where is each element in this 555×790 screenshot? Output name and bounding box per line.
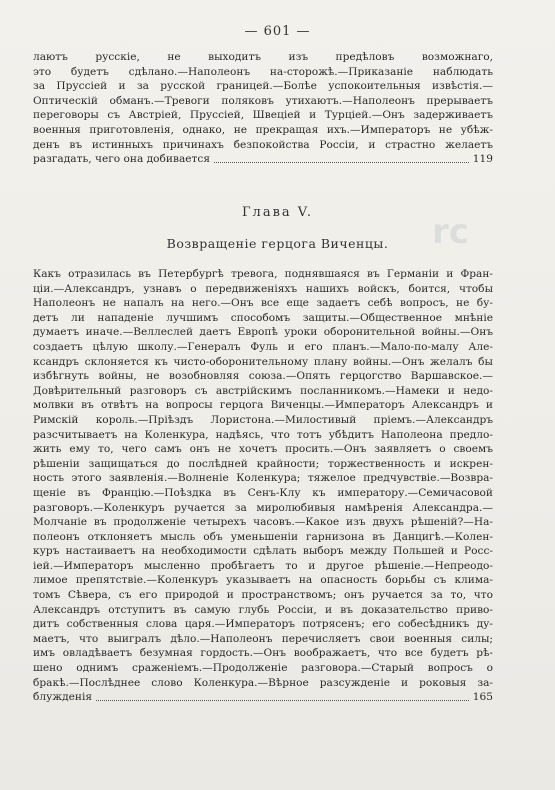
text-line: бракѣ.—Послѣднее слово Коленкура.—Вѣрное разсужденіе и роковыя за- <box>33 676 493 689</box>
text-line: ціи.—Александръ, узнавъ о передвиженіяхъ нашихъ войскъ, боится, чтобы <box>33 282 493 295</box>
text-line: военныя приготовленія, однако, не прекращая ихъ.—Императоръ не убѣж- <box>33 123 493 136</box>
dot-leader <box>96 690 469 701</box>
summary-block-previous-chapter <box>33 50 493 167</box>
dot-leader <box>214 152 469 163</box>
text-line: создаетъ цѣлую школу.—Генералъ Фуль и его планъ.—Мало-по-малу Але- <box>33 340 493 353</box>
text-line: полеонъ отклоняетъ мысль объ уменьшеніи гарнизона въ Данцигѣ.—Колен- <box>33 530 493 543</box>
text-line: разговоръ.—Коленкуръ ручается за миролюбивыя намѣренія Александра.— <box>33 501 493 514</box>
text-line: детъ ли нападеніе лучшимъ способомъ защиты.—Общественное мнѣніе <box>33 311 493 324</box>
text-line: имъ овладѣваетъ безумная гордость.—Онъ воображаетъ, что все будетъ рѣ- <box>33 647 493 660</box>
text-line: Оптическій обманъ.—Тревоги поляковъ утихаютъ.—Наполеонъ прерываетъ <box>33 94 493 107</box>
text-line: дитъ собственныя слова царя.—Императоръ потрясенъ; его собесѣдникъ ду- <box>33 618 493 631</box>
summary-block-chapter <box>33 267 493 705</box>
text-line: переговоры съ Австріей, Пруссіей, Швеціей и Турціей.—Онъ задерживаетъ <box>33 109 493 122</box>
text-line: Наполеонъ не напалъ на него.—Онъ все еще задаетъ себѣ вопросъ, не бу- <box>33 297 493 310</box>
text-line: Римскій король.—Пріѣздъ Лористона.—Милостивый пріемъ.—Александръ <box>33 413 493 426</box>
text-line: Александръ отступитъ въ самую глубь Россіи, и въ доказательство приво- <box>33 603 493 616</box>
page-number: — 601 — <box>244 24 311 39</box>
page-reference-number: 165 <box>472 691 493 704</box>
svg-text:rc: rc <box>432 212 469 252</box>
page-reference-number: 119 <box>472 153 493 166</box>
chapter-title: Возвращеніе герцога Виченцы. <box>166 236 389 251</box>
watermark-logo <box>430 205 490 255</box>
text-line: щеніе въ Францію.—Поѣздка въ Сенъ-Клу къ императору.—Семичасовой <box>33 486 493 499</box>
text-line: денъ въ истинныхъ причинахъ безпокойства Россіи, и страстно желаетъ <box>33 138 493 151</box>
text-line: молвки въ отвѣтъ на вопросы герцога Виченцы.—Императоръ Александръ и <box>33 399 493 412</box>
text-line: разсчитываетъ на Коленкура, надѣясь, что тотъ убѣдитъ Наполеона предло- <box>33 428 493 441</box>
text-line: Какъ отразилась въ Петербургѣ тревога, поднявшаяся въ Германіи и Фран- <box>33 268 493 280</box>
text-line: Молчаніе въ продолженіе четырехъ часовъ.—Какое изъ двухъ рѣшеній?—На- <box>33 516 493 529</box>
text-line: іей.—Императоръ мысленно пробѣгаетъ то и другое рѣшеніе.—Непреодо- <box>33 559 493 572</box>
text-line: куръ настаиваетъ на необходимости сдѣлать выборъ между Польшей и Росс- <box>33 545 493 558</box>
text-line-with-page-ref <box>33 690 493 705</box>
text-line: рѣшеніи защищаться до послѣдней крайности; торжественность и искрен- <box>33 457 493 470</box>
text-line: Довѣрительный разговоръ съ австрійскимъ посланникомъ.—Намеки и недо- <box>33 384 493 397</box>
text-line: за Пруссіей и за русской границей.—Болѣе успокоительныя извѣстія.— <box>33 80 493 93</box>
text-line-end: блужденія <box>33 691 93 704</box>
text-line: лаютъ русскіе, не выходитъ изъ предѣловъ возможнаго, <box>33 51 493 63</box>
text-line: шено однимъ сраженіемъ.—Продолженіе разговора.—Старый вопросъ о <box>33 662 493 675</box>
text-line: маетъ, что выигралъ дѣло.—Наполеонъ перечисляетъ свои военныя силы; <box>33 632 493 645</box>
text-line: это будетъ сдѣлано.—Наполеонъ на-сторожѣ.—Приказаніе наблюдать <box>33 65 493 78</box>
text-line: ксандръ склоняется къ чисто-оборонительному плану войны.—Онъ желалъ бы <box>33 355 493 368</box>
text-line: жить ему то, чего самъ онъ не хочетъ просить.—Онъ заявляетъ о своемъ <box>33 443 493 456</box>
text-line: томъ Сѣвера, съ его природой и пространствомъ; онъ ручается за то, что <box>33 589 493 602</box>
text-line: лимое препятствіе.—Коленкуръ указываетъ на опасность борьбы съ клима- <box>33 574 493 587</box>
text-line-with-page-ref <box>33 152 493 167</box>
chapter-heading: Глава V. <box>241 205 314 220</box>
text-line-end: разгадать, чего она добивается <box>33 153 211 166</box>
text-line: думаетъ иначе.—Веллеслей даетъ Европѣ уроки оборонительной войны.—Онъ <box>33 326 493 339</box>
text-line: ность этого заявленія.—Волненіе Коленкура; тяжелое предчувствіе.—Возвра- <box>33 472 493 485</box>
text-line: избѣгнуть войны, не возобновляя союза.—Опять герцогство Варшавское.— <box>33 370 493 383</box>
